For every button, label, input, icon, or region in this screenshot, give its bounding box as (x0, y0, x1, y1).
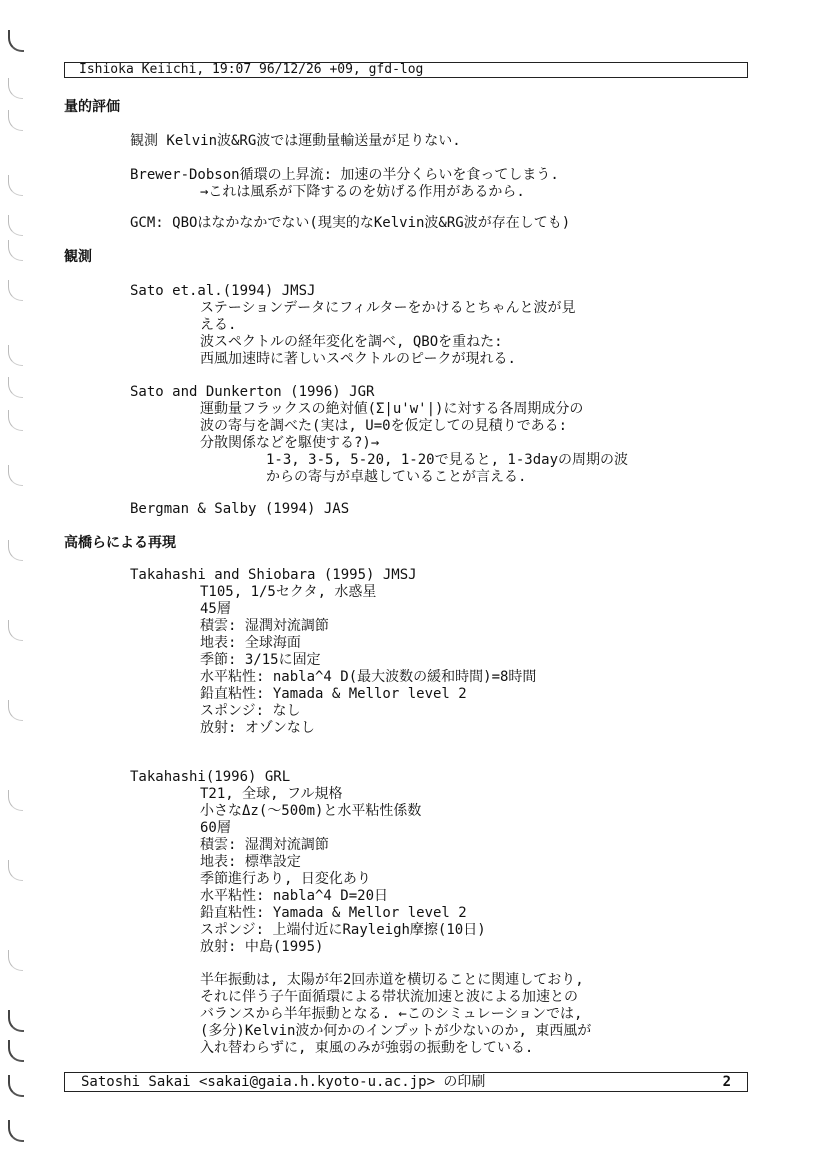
binder-hole-5 (8, 215, 23, 236)
binder-hole-12 (8, 540, 23, 561)
body-line: 西風加速時に著しいスペクトルのピークが現れる. (200, 351, 516, 367)
binder-hole-13 (8, 620, 23, 641)
binder-hole-11 (8, 465, 23, 486)
body-line: T105, 1/5セクタ, 水惑星 (200, 584, 377, 600)
binder-hole-9 (8, 377, 23, 398)
body-line: 半年振動は, 太陽が年2回赤道を横切ることに関連しており, (200, 972, 584, 988)
binder-hole-4 (8, 175, 23, 196)
section-heading: 観測 (64, 249, 92, 265)
body-line: 分散関係などを駆使する?)→ (200, 435, 380, 451)
reference-line: Sato and Dunkerton (1996) JGR (130, 384, 375, 400)
binder-hole-1 (8, 30, 24, 52)
body-line: 放射: オゾンなし (200, 720, 315, 736)
binder-hole-20 (8, 1075, 24, 1097)
body-line: 積雲: 湿潤対流調節 (200, 618, 329, 634)
body-line: バランスから半年振動となる. ←このシミュレーションでは, (200, 1006, 583, 1022)
body-line: GCM: QBOはなかなかでない(現実的なKelvin波&RG波が存在しても) (130, 215, 571, 231)
binder-hole-21 (8, 1120, 24, 1142)
body-line: 水平粘性: nabla^4 D(最大波数の緩和時間)=8時間 (200, 669, 537, 685)
binder-hole-2 (8, 78, 23, 99)
body-line: 観測 Kelvin波&RG波では運動量輸送量が足りない. (130, 133, 461, 149)
body-line: 積雲: 湿潤対流調節 (200, 837, 329, 853)
binder-hole-18 (8, 1010, 24, 1032)
reference-line: Takahashi(1996) GRL (130, 769, 291, 785)
body-line: (多分)Kelvin波か何かのインプットが少ないのか, 東西風が (200, 1023, 592, 1039)
body-line: 地表: 標準設定 (200, 854, 301, 870)
section-heading: 量的評価 (64, 99, 120, 115)
binder-hole-8 (8, 345, 23, 366)
body-line: ステーションデータにフィルターをかけるとちゃんと波が見 (200, 300, 576, 316)
body-line: 水平粘性: nabla^4 D=20日 (200, 888, 389, 904)
body-line: Brewer-Dobson循環の上昇流: 加速の半分くらいを食ってしまう. (130, 167, 559, 183)
body-line: 波スペクトルの経年変化を調べ, QBOを重ねた: (200, 334, 503, 350)
body-line: 鉛直粘性: Yamada & Mellor level 2 (200, 686, 467, 702)
body-line: える. (200, 317, 237, 333)
body-line: 季節進行あり, 日変化あり (200, 871, 371, 887)
body-line: 小さなΔz(〜500m)と水平粘性係数 (200, 803, 422, 819)
binder-hole-19 (8, 1040, 24, 1062)
body-line: 1-3, 3-5, 5-20, 1-20で見ると, 1-3dayの周期の波 (266, 452, 629, 468)
binder-hole-16 (8, 860, 23, 881)
body-line: T21, 全球, フル規格 (200, 786, 343, 802)
body-line: 入れ替わらずに, 東風のみが強弱の振動をしている. (200, 1040, 534, 1056)
body-line: 運動量フラックスの絶対値(Σ|u'w'|)に対する各周期成分の (200, 401, 584, 417)
page-footer (64, 1072, 748, 1092)
body-line: スポンジ: なし (200, 703, 301, 719)
body-line: 鉛直粘性: Yamada & Mellor level 2 (200, 905, 467, 921)
binder-hole-17 (8, 950, 23, 971)
binder-hole-14 (8, 700, 23, 721)
body-line: それに伴う子午面循環による帯状流加速と波による加速との (200, 989, 578, 1005)
page-header: Ishioka Keiichi, 19:07 96/12/26 +09, gfd-log (64, 62, 748, 78)
body-line: スポンジ: 上端付近にRayleigh摩擦(10日) (200, 922, 486, 938)
body-line: 波の寄与を調べた(実は, U=0を仮定しての見積りである: (200, 418, 567, 434)
binder-hole-10 (8, 410, 23, 431)
footer-text: Satoshi Sakai <sakai@gaia.h.kyoto-u.ac.jp> の印刷 (81, 1074, 486, 1090)
body-line: からの寄与が卓越していることが言える. (266, 469, 527, 485)
binder-hole-6 (8, 240, 23, 261)
reference-line: Bergman & Salby (1994) JAS (130, 501, 350, 517)
reference-line: Takahashi and Shiobara (1995) JMSJ (130, 567, 417, 583)
page-number: 2 (722, 1074, 731, 1090)
binder-holes (0, 0, 40, 1167)
body-line: 地表: 全球海面 (200, 635, 301, 651)
binder-hole-3 (8, 110, 23, 131)
reference-line: Sato et.al.(1994) JMSJ (130, 283, 316, 299)
binder-hole-15 (8, 790, 23, 811)
body-line: 放射: 中島(1995) (200, 939, 324, 955)
section-heading: 高橋らによる再現 (64, 535, 176, 551)
binder-hole-7 (8, 280, 23, 301)
body-line: 45層 (200, 601, 231, 617)
body-line: →これは風系が下降するのを妨げる作用があるから. (200, 184, 525, 200)
body-line: 60層 (200, 820, 231, 836)
body-line: 季節: 3/15に固定 (200, 652, 321, 668)
